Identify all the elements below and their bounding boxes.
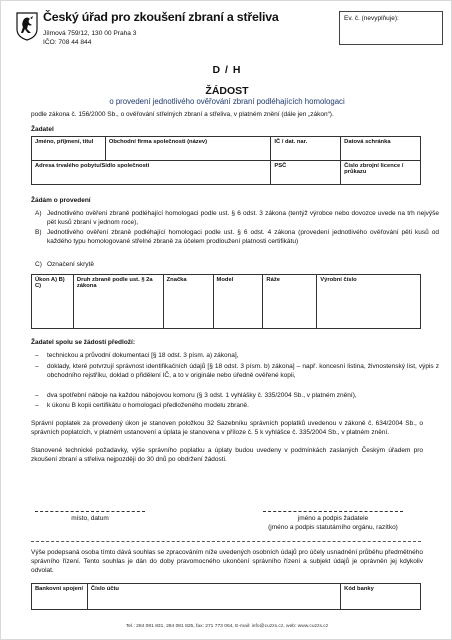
attachment-text: dva spotřební náboje na každou nábojovou komoru (§ 3 odst. 1 vyhlášky č. 335/2004 Sb., v platném znění),	[47, 392, 357, 399]
signature-line[interactable]	[263, 511, 403, 512]
form-code: D / H	[212, 64, 242, 76]
request-heading: Žádám o provedení	[31, 197, 91, 204]
attachment-text: doklady, které potvrzují správnost identifikačních údajů [§ 18 odst. 3 písm. b) zákona] – např. koncesní listina, živnostenský list, výpis z obchodního rejstříku, doklad o přidělení IČ, a to v originále nebo úředně ověřené kopii,	[47, 363, 439, 379]
option-c-text: Označení skrytě	[47, 261, 94, 268]
weapons-header-type: Druh zbraně podle ust. § 2a zákona	[73, 275, 163, 329]
account-number-field[interactable]: Číslo účtu	[87, 584, 340, 610]
applicant-table	[31, 136, 421, 185]
bank-table	[31, 583, 421, 610]
registration-number-label: Ev. č. (nevyplňuje):	[344, 15, 399, 22]
weapons-header-serial: Výrobní číslo	[317, 275, 421, 329]
bank-connection-field[interactable]: Bankovní spojení	[32, 584, 88, 610]
ico-birthdate-field[interactable]: IČ / dat. nar.	[271, 137, 341, 161]
option-a-label: A)	[35, 210, 42, 217]
consent-text: Výše podepsaná osoba tímto dává souhlas se zpracováním níže uvedených osobních údajů pro účely usnadnění průběhu předmětného správního řízení. Tento souhlas je dán do doby pravomocného ukončení správního řízení a subjekt údajů je oprávněn jej kdykoliv odvolat.	[31, 549, 423, 574]
data-box-field[interactable]: Datová schránka	[341, 137, 421, 161]
form-subtitle: o provedení jednotlivého ověřování zbraní podléhajících homologaci	[109, 97, 345, 106]
law-reference: podle zákona č. 156/2000 Sb., o ověřování střelných zbraní a střeliva, v platném znění (dále jen „zákon“).	[31, 111, 334, 118]
lion-emblem-icon	[15, 11, 39, 41]
option-a[interactable]	[35, 209, 445, 227]
weapons-header-caliber: Ráže	[263, 275, 317, 329]
option-c-label: C)	[35, 261, 42, 268]
bank-code-field[interactable]: Kód banky	[341, 584, 421, 610]
attachment-item: – k úkonu B kopii certifikátu o homologaci předloženého modelu zbraně.	[35, 401, 445, 410]
place-date-line[interactable]	[35, 511, 145, 512]
option-b-label: B)	[35, 229, 42, 236]
applicant-heading: Žadatel	[31, 126, 54, 133]
signature-sublabel: (jméno a podpis statutárního orgánu, razítko)	[268, 524, 398, 531]
footer-contacts: Tel.: 284 081 831, 284 081 825, fax: 271 773 064, E-mail: info@cuzzs.cz, web: www.cuzzs.cz	[125, 624, 329, 629]
organization-address: Jílmová 759/12, 130 00 Praha 3	[43, 30, 137, 37]
license-number-field[interactable]: Číslo zbrojní licence / průkazu	[341, 161, 421, 185]
option-c[interactable]	[35, 260, 445, 269]
attachment-text: k úkonu B kopii certifikátu o homologaci předloženého modelu zbraně.	[47, 402, 249, 409]
registration-number-field[interactable]	[339, 11, 443, 45]
company-name-field[interactable]: Obchodní firma společnosti (název)	[105, 137, 271, 161]
postal-code-field[interactable]: PSČ	[271, 161, 341, 185]
option-a-text: Jednotlivého ověření zbraně podléhající homologaci podle ust. § 6 odst. 3 zákona (tentýž výrobce nebo dovozce uvede na trh nejvýše pět kusů zbraní v jednom roce),	[47, 210, 439, 226]
signature-label: jméno a podpis žadatele	[297, 515, 369, 522]
weapons-header-brand: Značka	[163, 275, 213, 329]
attachments-heading: Žadatel spolu se žádostí předloží:	[31, 339, 136, 346]
form-title: ŽÁDOST	[205, 85, 249, 97]
option-b[interactable]	[35, 228, 445, 255]
organization-ico: IČO: 708 44 844	[43, 39, 92, 46]
attachment-text: technickou a průvodní dokumentaci [§ 18 odst. 3 písm. a) zákona],	[47, 352, 239, 359]
separator	[31, 541, 421, 542]
option-b-text: Jednotlivého ověření zbraně podléhající homologaci podle ust. § 6 odst. 4 zákona (provedení jednotlivého ověřování pěti kusů od každého typu homologované střelné zbraně za účelem prodloužení platnosti certifikátu)	[47, 229, 439, 245]
fee-paragraph: Správní poplatek za provedený úkon je stanoven položkou 32 Sazebníku správních poplatků uvedenou v zákoně č. 634/2004 Sb., o správních poplatcích, v platném ustanovení a úplata je stanovena v příloze č. 5 k vyhlášce č. 335/2004 Sb., v platném znění.	[31, 420, 423, 436]
weapons-header-model: Model	[213, 275, 263, 329]
weapons-table	[31, 274, 421, 329]
applicant-name-field[interactable]: Jméno, příjmení, titul	[32, 137, 106, 161]
requirements-paragraph: Stanovené technické požadavky, výše správního poplatku a úplaty budou uvedeny v podmínkách zaslaných Českým úřadem pro zkoušení zbraní a střeliva nejpozději do 30 dnů po obdržení žádosti.	[31, 447, 423, 463]
attachment-item: – doklady, které potvrzují správnost identifikačních údajů [§ 18 odst. 3 písm. b) zákona] – např. koncesní listina, živnostenský list, výpis z obchodního rejstříku, doklad o přidělení IČ, a to v originále nebo úředně ověřené kopii,	[35, 363, 439, 379]
attachment-item: – technickou a průvodní dokumentaci [§ 18 odst. 3 písm. a) zákona],	[35, 351, 445, 360]
weapons-header-action: Úkon A) B) C)	[32, 275, 74, 329]
address-field[interactable]: Adresa trvalého pobytu/Sídlo společnosti	[32, 161, 271, 185]
organization-name: Český úřad pro zkoušení zbraní a střeliva	[43, 10, 279, 24]
place-date-label: místo, datum	[71, 515, 109, 522]
attachment-item: – dva spotřební náboje na každou nábojovou komoru (§ 3 odst. 1 vyhlášky č. 335/2004 Sb., v platném znění),	[35, 391, 445, 400]
